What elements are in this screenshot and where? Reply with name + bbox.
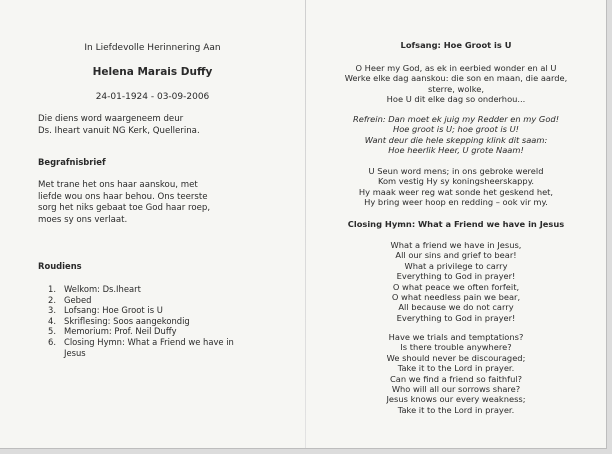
verse-line: Take it to the Lord in prayer. (397, 363, 515, 374)
order-text: Skriflesing: Soos aangekondig (64, 315, 190, 326)
verse-line: Everything to God in prayer! (396, 312, 516, 323)
letter-line: Met trane het ons haar aanskou, met (38, 180, 198, 190)
left-page (0, 0, 305, 448)
verse-line: Werke elke dag aanskou: die son en maan, die aarde, (344, 73, 568, 84)
verse-line: Have we trials and temptations? (388, 332, 524, 342)
verse-line: Everything to God in prayer! (396, 271, 516, 282)
service-note (38, 114, 238, 137)
hymn-verse-1 (306, 63, 606, 105)
order-number: 3. (48, 305, 56, 316)
hymn-title-lofsang: Lofsang: Hoe Groot is U (400, 40, 512, 50)
closing-hymn-verse-1 (306, 240, 606, 323)
letter-line: sorg het niks gebaat toe God haar roep, (38, 203, 211, 213)
verse-line: Hoe U dit elke dag so onderhou... (386, 94, 526, 105)
closing-hymn-verse-2 (306, 332, 606, 415)
verse-line: Who will all our sorrows share? (391, 384, 521, 395)
verse-line: Jesus knows our every weakness; (386, 394, 526, 405)
letter-line: moes sy ons verlaat. (38, 214, 128, 225)
deceased-name: Helena Marais Duffy (92, 66, 213, 78)
verse-line: All our sins and grief to bear! (395, 250, 517, 261)
order-item (48, 284, 248, 295)
verse-line: O Heer my God, as ek in eerbied wonder en al U (355, 63, 557, 73)
hymn-refrain (306, 114, 606, 156)
service-line: Die diens word waargeneem deur (38, 114, 184, 124)
verse-line: All because we do not carry (398, 302, 514, 313)
order-item (48, 305, 248, 316)
order-of-service (48, 284, 248, 358)
order-text: Gebed (64, 294, 92, 305)
refrain-line: Refrein: Dan moet ek juig my Redder en my God! (352, 114, 560, 124)
order-text: Closing Hymn: What a Friend we have in Jesus (64, 336, 234, 358)
verse-line: Hy bring weer hoop en redding – ook vir my. (364, 197, 548, 208)
order-text: Welkom: Ds.Iheart (64, 284, 141, 294)
order-heading: Roudiens (38, 261, 82, 271)
order-number: 5. (48, 326, 56, 337)
refrain-line: Want deur die hele skepping klink dit saam: (364, 134, 548, 145)
verse-line: Is there trouble anywhere? (400, 342, 512, 353)
order-item (48, 326, 248, 337)
order-item (48, 337, 248, 358)
verse-line: Kom vestig Hy sy koningsheerskappy. (377, 176, 535, 187)
refrain-line: Hoe groot is U; hoe groot is U! (392, 124, 519, 135)
refrain-line: Hoe heerlik Heer, U grote Naam! (388, 145, 524, 156)
letter-line: liefde wou ons haar behou. Ons teerste (38, 191, 208, 202)
order-item (48, 295, 248, 306)
verse-line: What a privilege to carry (404, 260, 508, 271)
memory-line: In Liefdevolle Herinnering Aan (84, 43, 221, 53)
right-page (306, 0, 606, 448)
order-text: Lofsang: Hoe Groot is U (64, 305, 163, 316)
verse-line: O what needless pain we bear, (391, 292, 521, 303)
order-number: 2. (48, 294, 56, 305)
service-line: Ds. Iheart vanuit NG Kerk, Quellerina. (38, 125, 200, 136)
order-number: 6. (48, 336, 56, 347)
order-text: Memorium: Prof. Neil Duffy (64, 326, 177, 337)
verse-line: What a friend we have in Jesus, (390, 240, 522, 250)
verse-line: Take it to the Lord in prayer. (397, 404, 515, 415)
verse-line: sterre, wolke, (428, 83, 484, 94)
verse-line: We should never be discouraged; (386, 352, 526, 363)
life-dates: 24-01-1924 - 03-09-2006 (95, 92, 210, 102)
order-number: 1. (48, 284, 56, 294)
funeral-letter (38, 180, 238, 226)
order-number: 4. (48, 315, 56, 326)
verse-line: U Seun word mens; in ons gebroke wereld (368, 166, 544, 176)
letter-heading: Begrafnisbrief (38, 157, 106, 167)
verse-line: O what peace we often forfeit, (392, 281, 520, 292)
verse-line: Hy maak weer reg wat sonde het geskend het, (358, 186, 554, 197)
verse-line: Can we find a friend so faithful? (389, 373, 523, 384)
order-item (48, 316, 248, 327)
hymn-title-closing: Closing Hymn: What a Friend we have in Jesus (347, 219, 565, 229)
hymn-verse-2 (306, 166, 606, 208)
